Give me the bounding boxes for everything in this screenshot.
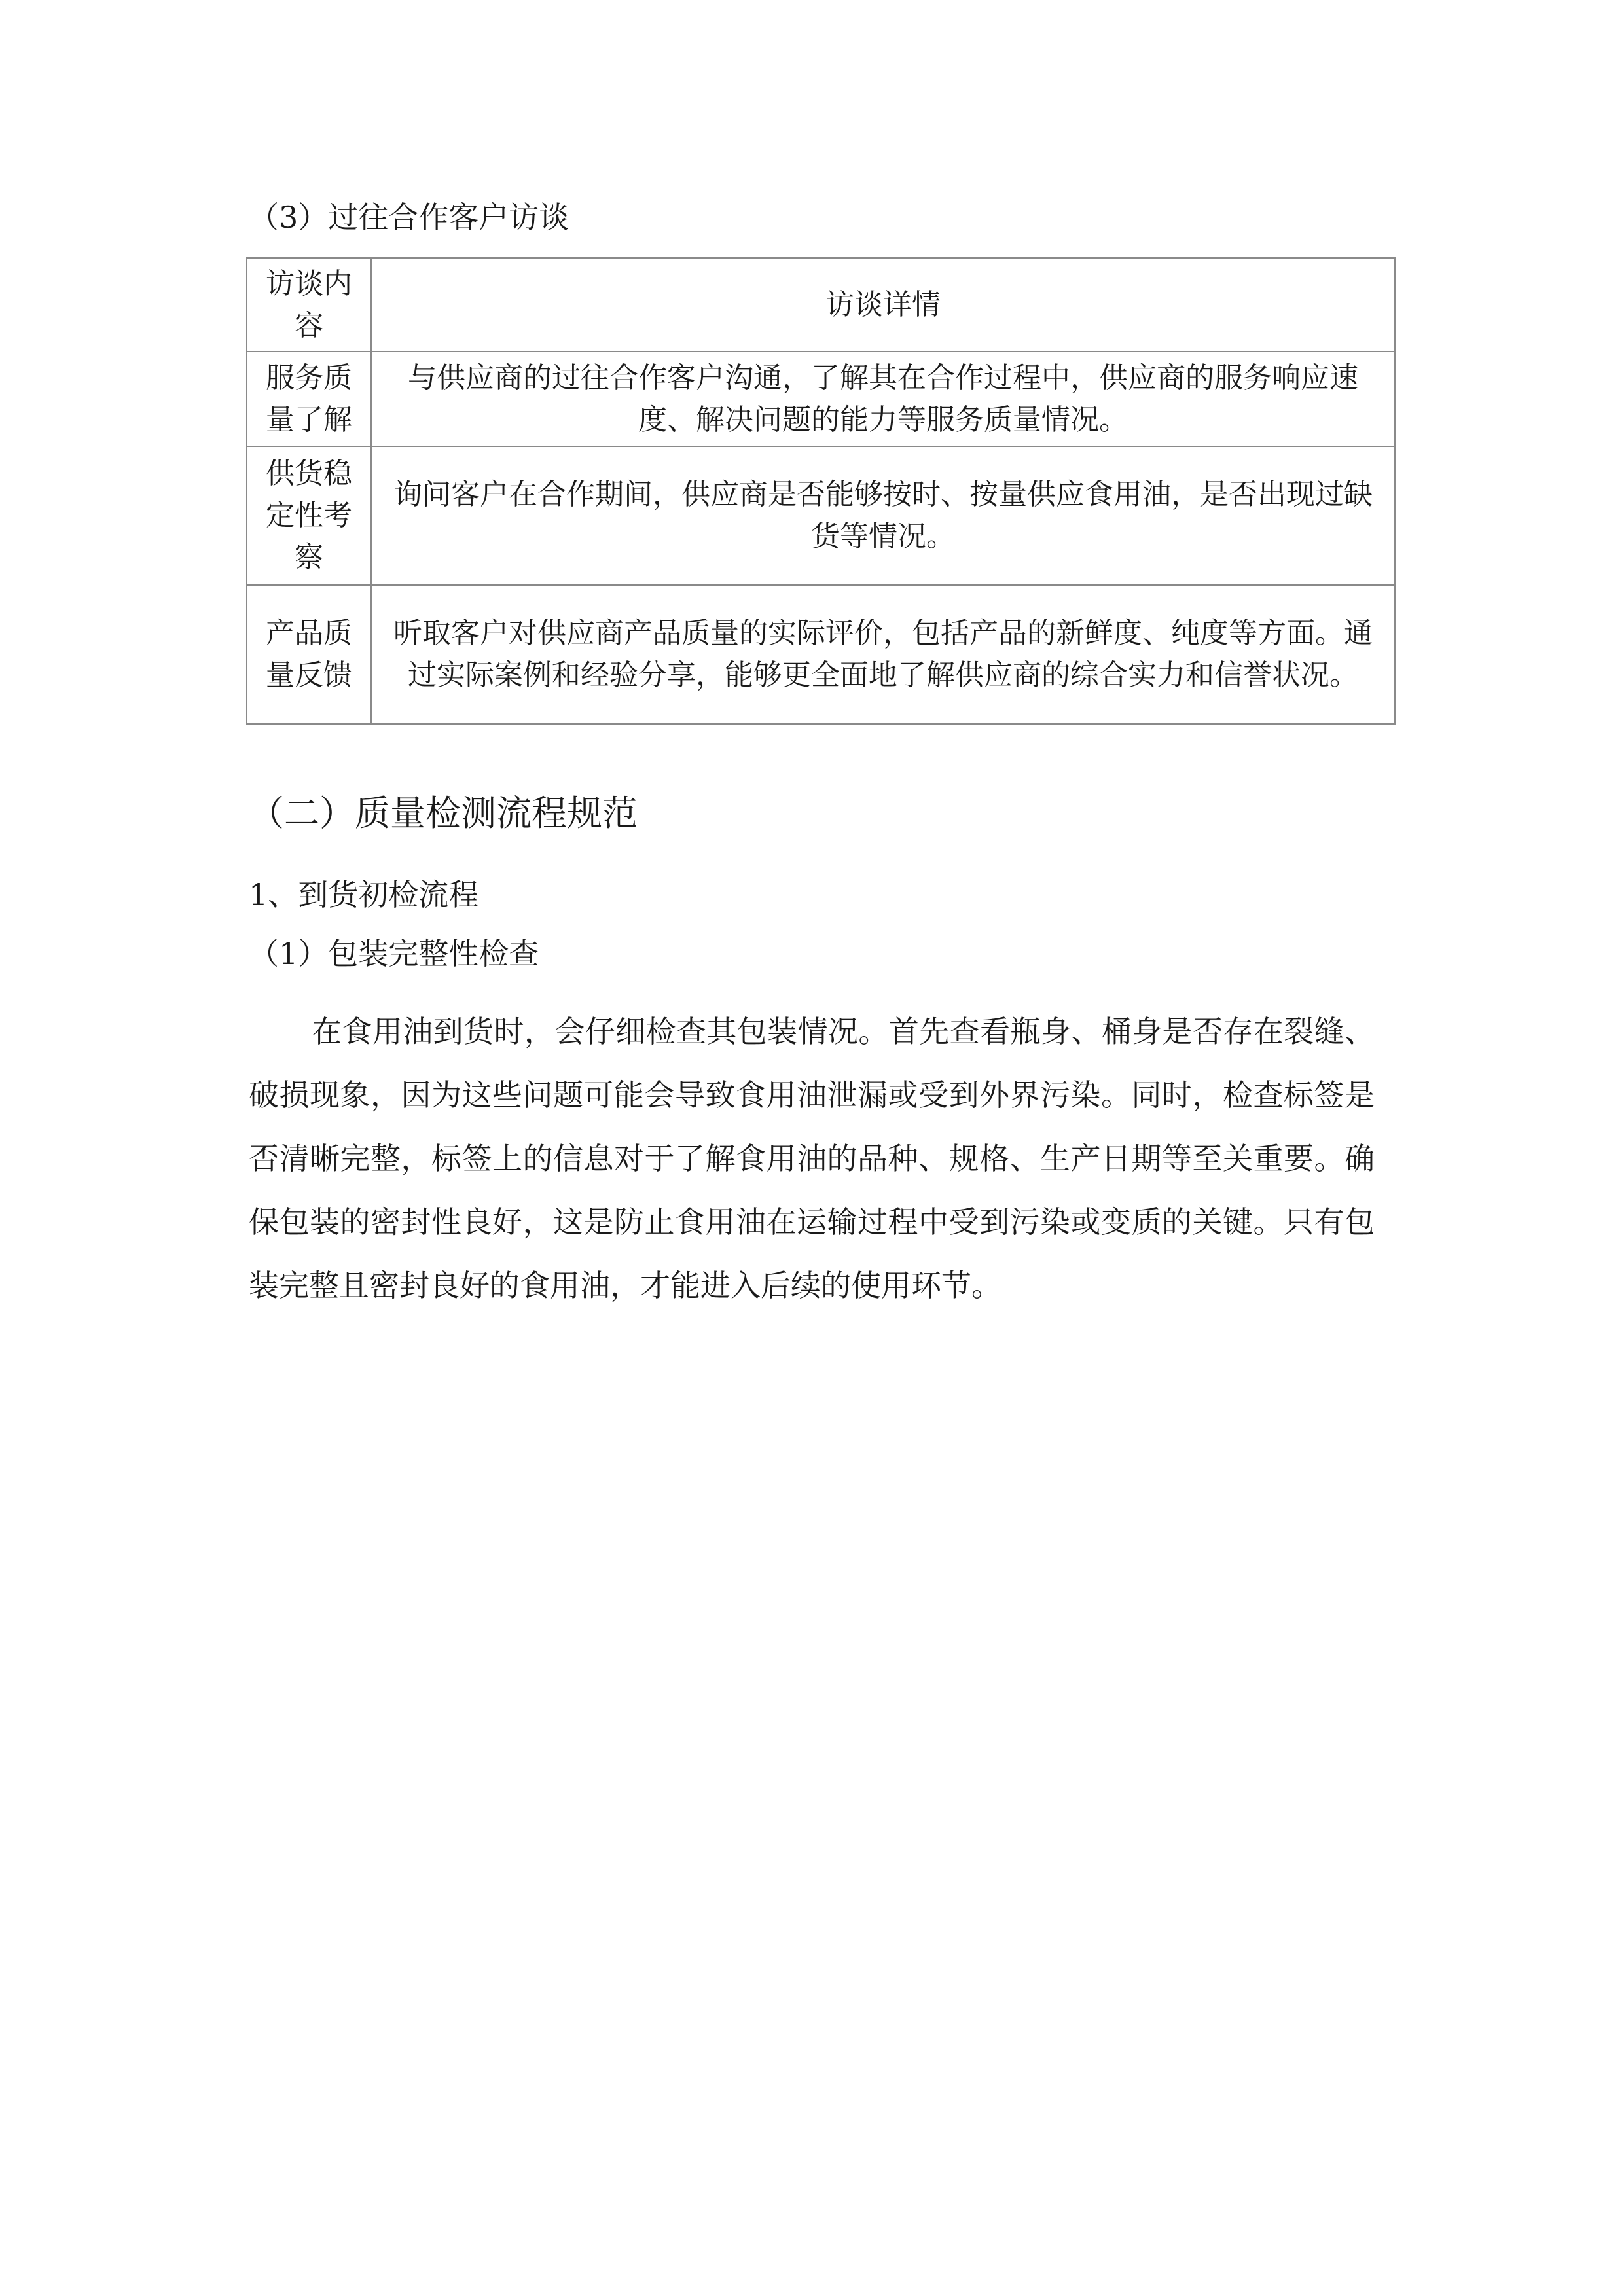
row-label: 产品质量反馈 [266,617,352,692]
row-label: 服务质量了解 [266,361,352,437]
table-header-cell [247,258,371,351]
table-row-detail-cell: 询问客户在合作期间，供应商是否能够按时、按量供应食用油，是否出现过缺货等情况。 [371,446,1395,585]
table-row-label-cell [247,351,371,446]
row-label: 供货稳定性考察 [266,457,352,574]
table-row-label-cell [247,446,371,585]
table-row-detail-cell: 听取客户对供应商产品质量的实际评价，包括产品的新鲜度、纯度等方面。通过实际案例和经验分享，能够更全面地了解供应商的综合实力和信誉状况。 [371,585,1395,724]
table-row [247,351,1395,446]
table-row [247,446,1395,585]
section-title: （二）质量检测流程规范 [249,793,638,834]
table-row-detail-cell: 与供应商的过往合作客户沟通，了解其在合作过程中，供应商的服务响应速度、解决问题的能力等服务质量情况。 [371,351,1395,446]
table-header-row [247,258,1395,351]
table-row [247,585,1395,724]
interview-subheading: （3）过往合作客户访谈 [249,200,569,235]
item-title: 1、到货初检流程 [249,877,479,912]
body-paragraph: 在食用油到货时，会仔细检查其包装情况。首先查看瓶身、桶身是否存在裂缝、破损现象，因为这些问题可能会导致食用油泄漏或受到外界污染。同时，检查标签是否清晰完整，标签上的信息对于了解食用油的品种、规格、生产日期等至关重要。确保包装的密封性良好，这是防止食用油在运输过程中受到污染或变质的关键。只有包装完整且密封良好的食用油，才能进入后续的使用环节。 [249,1014,1375,1303]
sub-title: （1）包装完整性检查 [249,936,539,971]
table-row-label-cell [247,585,371,724]
table-header-cell: 访谈详情 [371,258,1395,351]
interview-table [246,257,1396,725]
header-label: 访谈内容 [266,266,352,342]
